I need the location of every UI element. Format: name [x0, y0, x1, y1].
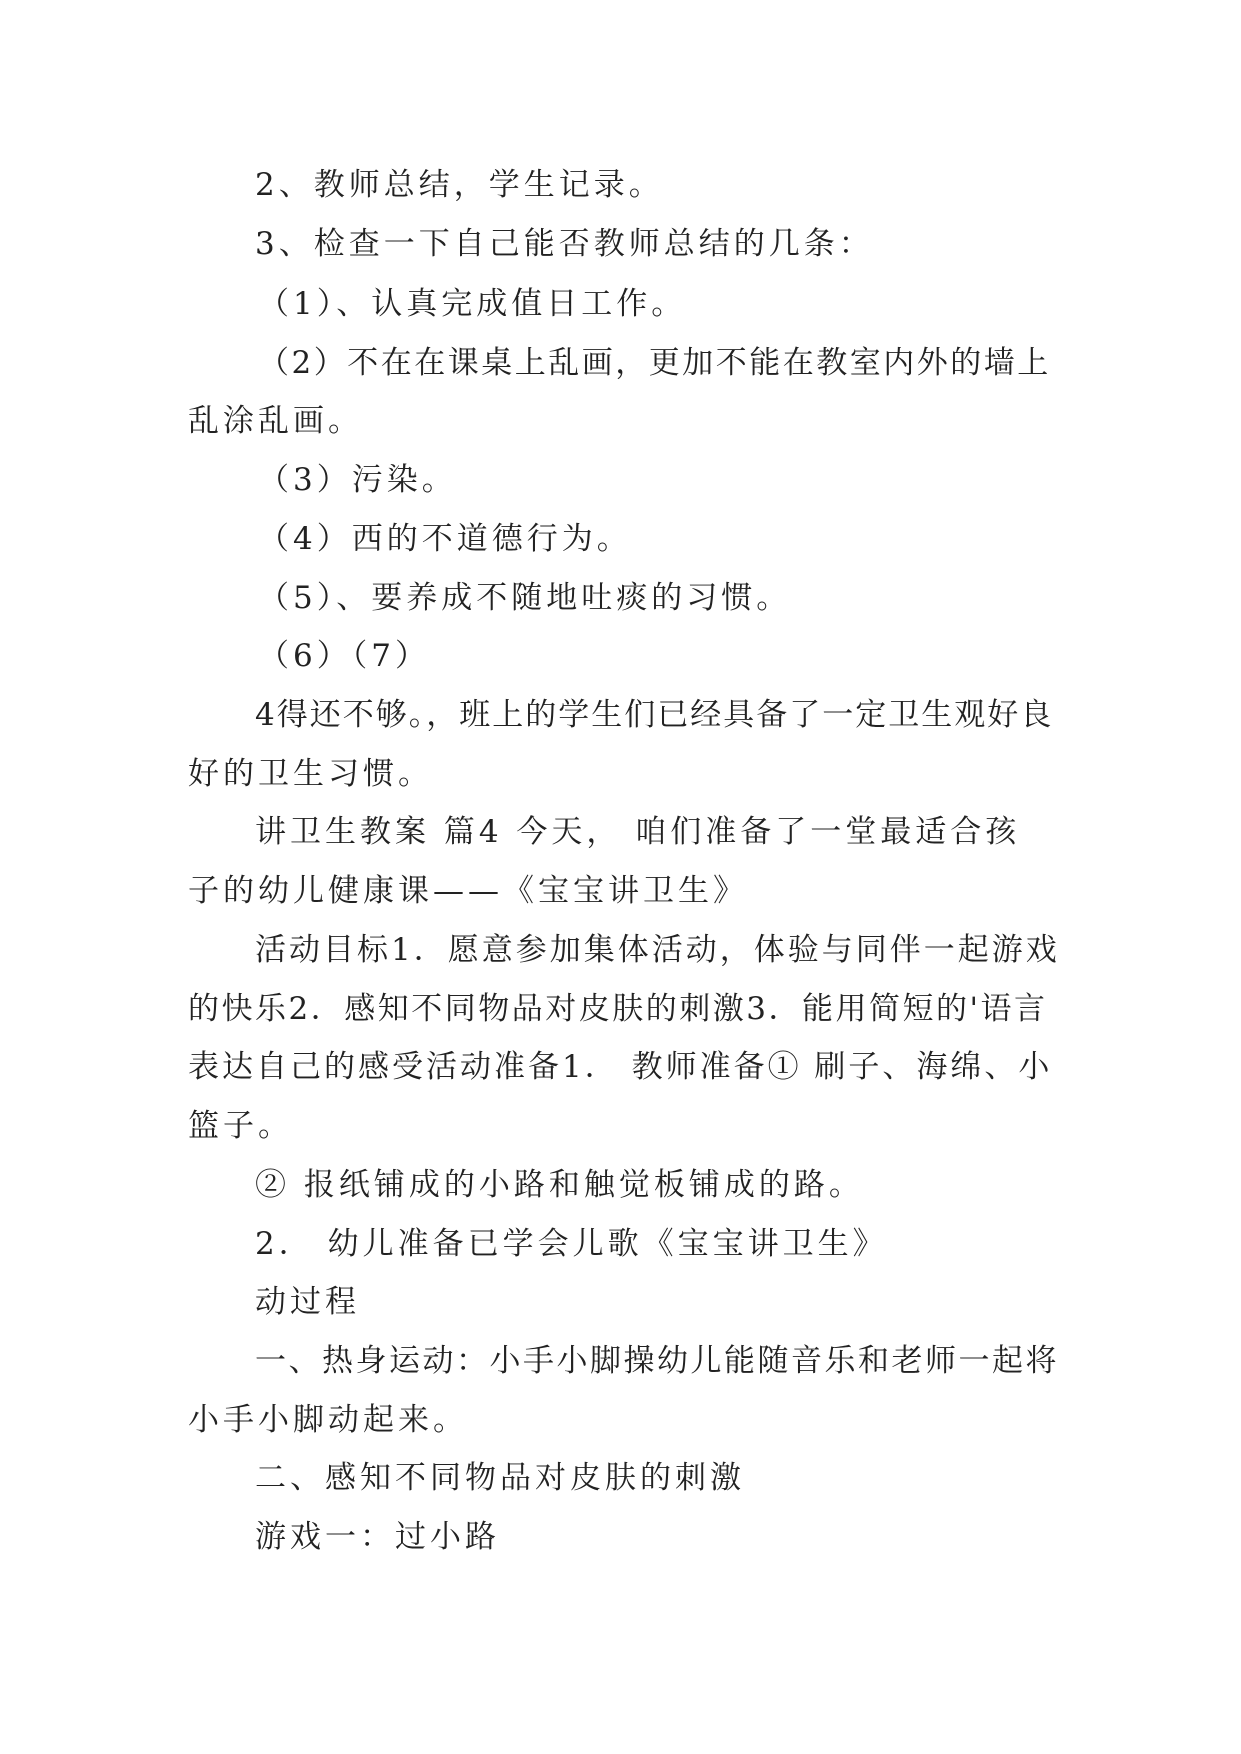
text-line-13: 子的幼儿健康课——《宝宝讲卫生》 [188, 873, 748, 909]
text-line-2: 3、检查一下自己能否教师总结的几条： [255, 226, 874, 262]
text-line-8: （5）、要养成不随地吐痰的习惯。 [258, 580, 792, 616]
text-line-19: 2． 幼儿准备已学会儿歌《宝宝讲卫生》 [255, 1226, 888, 1262]
text-line-4: （2）不在在课桌上乱画，更加不能在教室内外的墙上 [258, 345, 1051, 381]
text-line-15: 的快乐2．感知不同物品对皮肤的刺激3．能用简短的'语言 [188, 991, 1048, 1027]
text-line-23: 二、感知不同物品对皮肤的刺激 [255, 1460, 745, 1496]
text-line-3: （1）、认真完成值日工作。 [258, 286, 687, 322]
text-line-24: 游戏一：过小路 [255, 1519, 500, 1555]
text-line-6: （3）污染。 [258, 462, 457, 498]
text-line-22: 小手小脚动起来。 [188, 1402, 468, 1438]
text-line-16: 表达自己的感受活动准备1． 教师准备① 刷子、海绵、小 [188, 1049, 1053, 1085]
text-line-9: （6）（7） [258, 638, 430, 674]
text-line-20: 动过程 [255, 1284, 360, 1320]
text-line-21: 一、热身运动：小手小脚操幼儿能随音乐和老师一起将 [255, 1343, 1059, 1379]
text-line-14: 活动目标1．愿意参加集体活动，体验与同伴一起游戏 [255, 932, 1060, 968]
text-line-17: 篮子。 [188, 1108, 293, 1144]
text-line-5: 乱涂乱画。 [188, 403, 363, 439]
text-line-7: （4）西的不道德行为。 [258, 521, 632, 557]
text-line-18: ② 报纸铺成的小路和触觉板铺成的路。 [255, 1167, 864, 1203]
text-line-10: 4得还不够。，班上的学生们已经具备了一定卫生观好良 [255, 697, 1054, 733]
text-line-1: 2、教师总结，学生记录。 [255, 167, 664, 203]
text-line-12: 讲卫生教案 篇4 今天， 咱们准备了一堂最适合孩 [255, 814, 1021, 850]
text-line-11: 好的卫生习惯。 [188, 756, 433, 792]
